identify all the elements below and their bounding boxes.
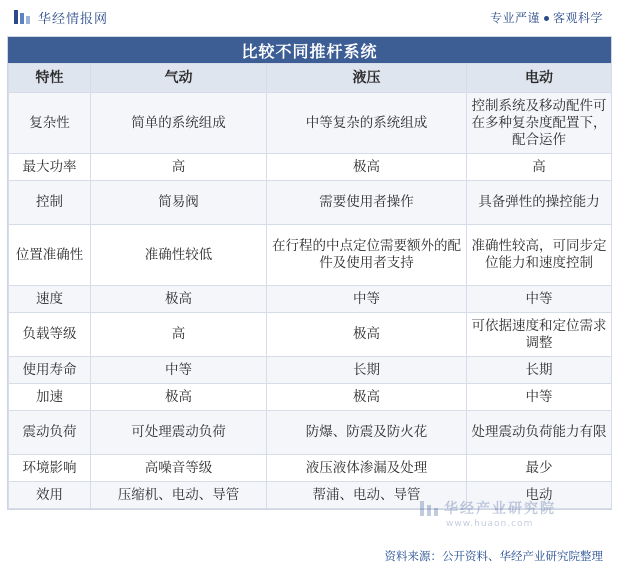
- table-cell: 环境影响: [9, 455, 91, 482]
- table-cell: 中等: [91, 357, 267, 384]
- table-cell: 长期: [267, 357, 467, 384]
- table-cell: 长期: [467, 357, 612, 384]
- table-row: [9, 154, 612, 181]
- watermark-text: 华经产业研究院: [444, 501, 556, 517]
- table-cell: 中等: [467, 384, 612, 411]
- slogan: [490, 9, 603, 26]
- table-row: [9, 357, 612, 384]
- table-row: [9, 286, 612, 313]
- table-cell: 高: [91, 313, 267, 357]
- comparison-table-container: [7, 36, 612, 510]
- table-cell: 帮浦、电动、导管: [267, 482, 467, 509]
- table-cell: 极高: [267, 313, 467, 357]
- header-cell: 液压: [267, 64, 467, 93]
- table-row: [9, 181, 612, 225]
- table-cell: 震动负荷: [9, 411, 91, 455]
- table-row: [9, 225, 612, 286]
- table-row: [9, 384, 612, 411]
- table-cell: 控制系统及移动配件可在多种复杂度配置下，配合运作: [467, 93, 612, 154]
- table-cell: 速度: [9, 286, 91, 313]
- source-note: 资料来源：公开资料、华经产业研究院整理: [384, 549, 603, 563]
- top-bar: [0, 0, 617, 34]
- table-cell: 简易阀: [91, 181, 267, 225]
- table-cell: 复杂性: [9, 93, 91, 154]
- table-cell: 高噪音等级: [91, 455, 267, 482]
- header-cell: 气动: [91, 64, 267, 93]
- table-cell: 具备弹性的操控能力: [467, 181, 612, 225]
- table-cell: 处理震动负荷能力有限: [467, 411, 612, 455]
- table-cell: 中等: [467, 286, 612, 313]
- table-cell: 极高: [91, 384, 267, 411]
- table-cell: 高: [91, 154, 267, 181]
- table-cell: 加速: [9, 384, 91, 411]
- table-cell: 控制: [9, 181, 91, 225]
- table-cell: 极高: [267, 384, 467, 411]
- table-cell: 最大功率: [9, 154, 91, 181]
- brand-name: 华经情报网: [38, 11, 109, 27]
- table-row: [9, 93, 612, 154]
- table-row: [9, 313, 612, 357]
- table-cell: 可处理震动负荷: [91, 411, 267, 455]
- table-cell: 准确性较低: [91, 225, 267, 286]
- table-cell: 压缩机、电动、导管: [91, 482, 267, 509]
- huajing-logo-icon: [12, 7, 32, 27]
- table-cell: 负载等级: [9, 313, 91, 357]
- table-cell: 中等: [267, 286, 467, 313]
- table-cell: 液压液体渗漏及处理: [267, 455, 467, 482]
- slogan-dot-icon: [544, 16, 549, 21]
- table-cell: 需要使用者操作: [267, 181, 467, 225]
- table-row: [9, 455, 612, 482]
- table-title: 比较不同推杆系统: [8, 37, 611, 63]
- table-cell: 效用: [9, 482, 91, 509]
- table-cell: 最少: [467, 455, 612, 482]
- table-row: [9, 482, 612, 509]
- header-cell: 特性: [9, 64, 91, 93]
- table-row: [9, 411, 612, 455]
- table-cell: 准确性较高，可同步定位能力和速度控制: [467, 225, 612, 286]
- table-cell: 简单的系统组成: [91, 93, 267, 154]
- table-cell: 位置准确性: [9, 225, 91, 286]
- table-cell: 中等复杂的系统组成: [267, 93, 467, 154]
- table-cell: 防爆、防震及防火花: [267, 411, 467, 455]
- slogan-left: 专业严谨: [489, 10, 540, 25]
- slogan-right: 客观科学: [552, 10, 603, 25]
- table-cell: 电动: [467, 482, 612, 509]
- table-cell: 极高: [267, 154, 467, 181]
- table-cell: 在行程的中点定位需要额外的配件及使用者支持: [267, 225, 467, 286]
- table-cell: 使用寿命: [9, 357, 91, 384]
- brand: [12, 7, 108, 27]
- table-cell: 可依据速度和定位需求调整: [467, 313, 612, 357]
- table-cell: 高: [467, 154, 612, 181]
- header-cell: 电动: [467, 64, 612, 93]
- table-header-row: [9, 64, 612, 93]
- comparison-table: [8, 63, 612, 509]
- watermark-url: www.huaon.com: [446, 519, 534, 529]
- table-cell: 极高: [91, 286, 267, 313]
